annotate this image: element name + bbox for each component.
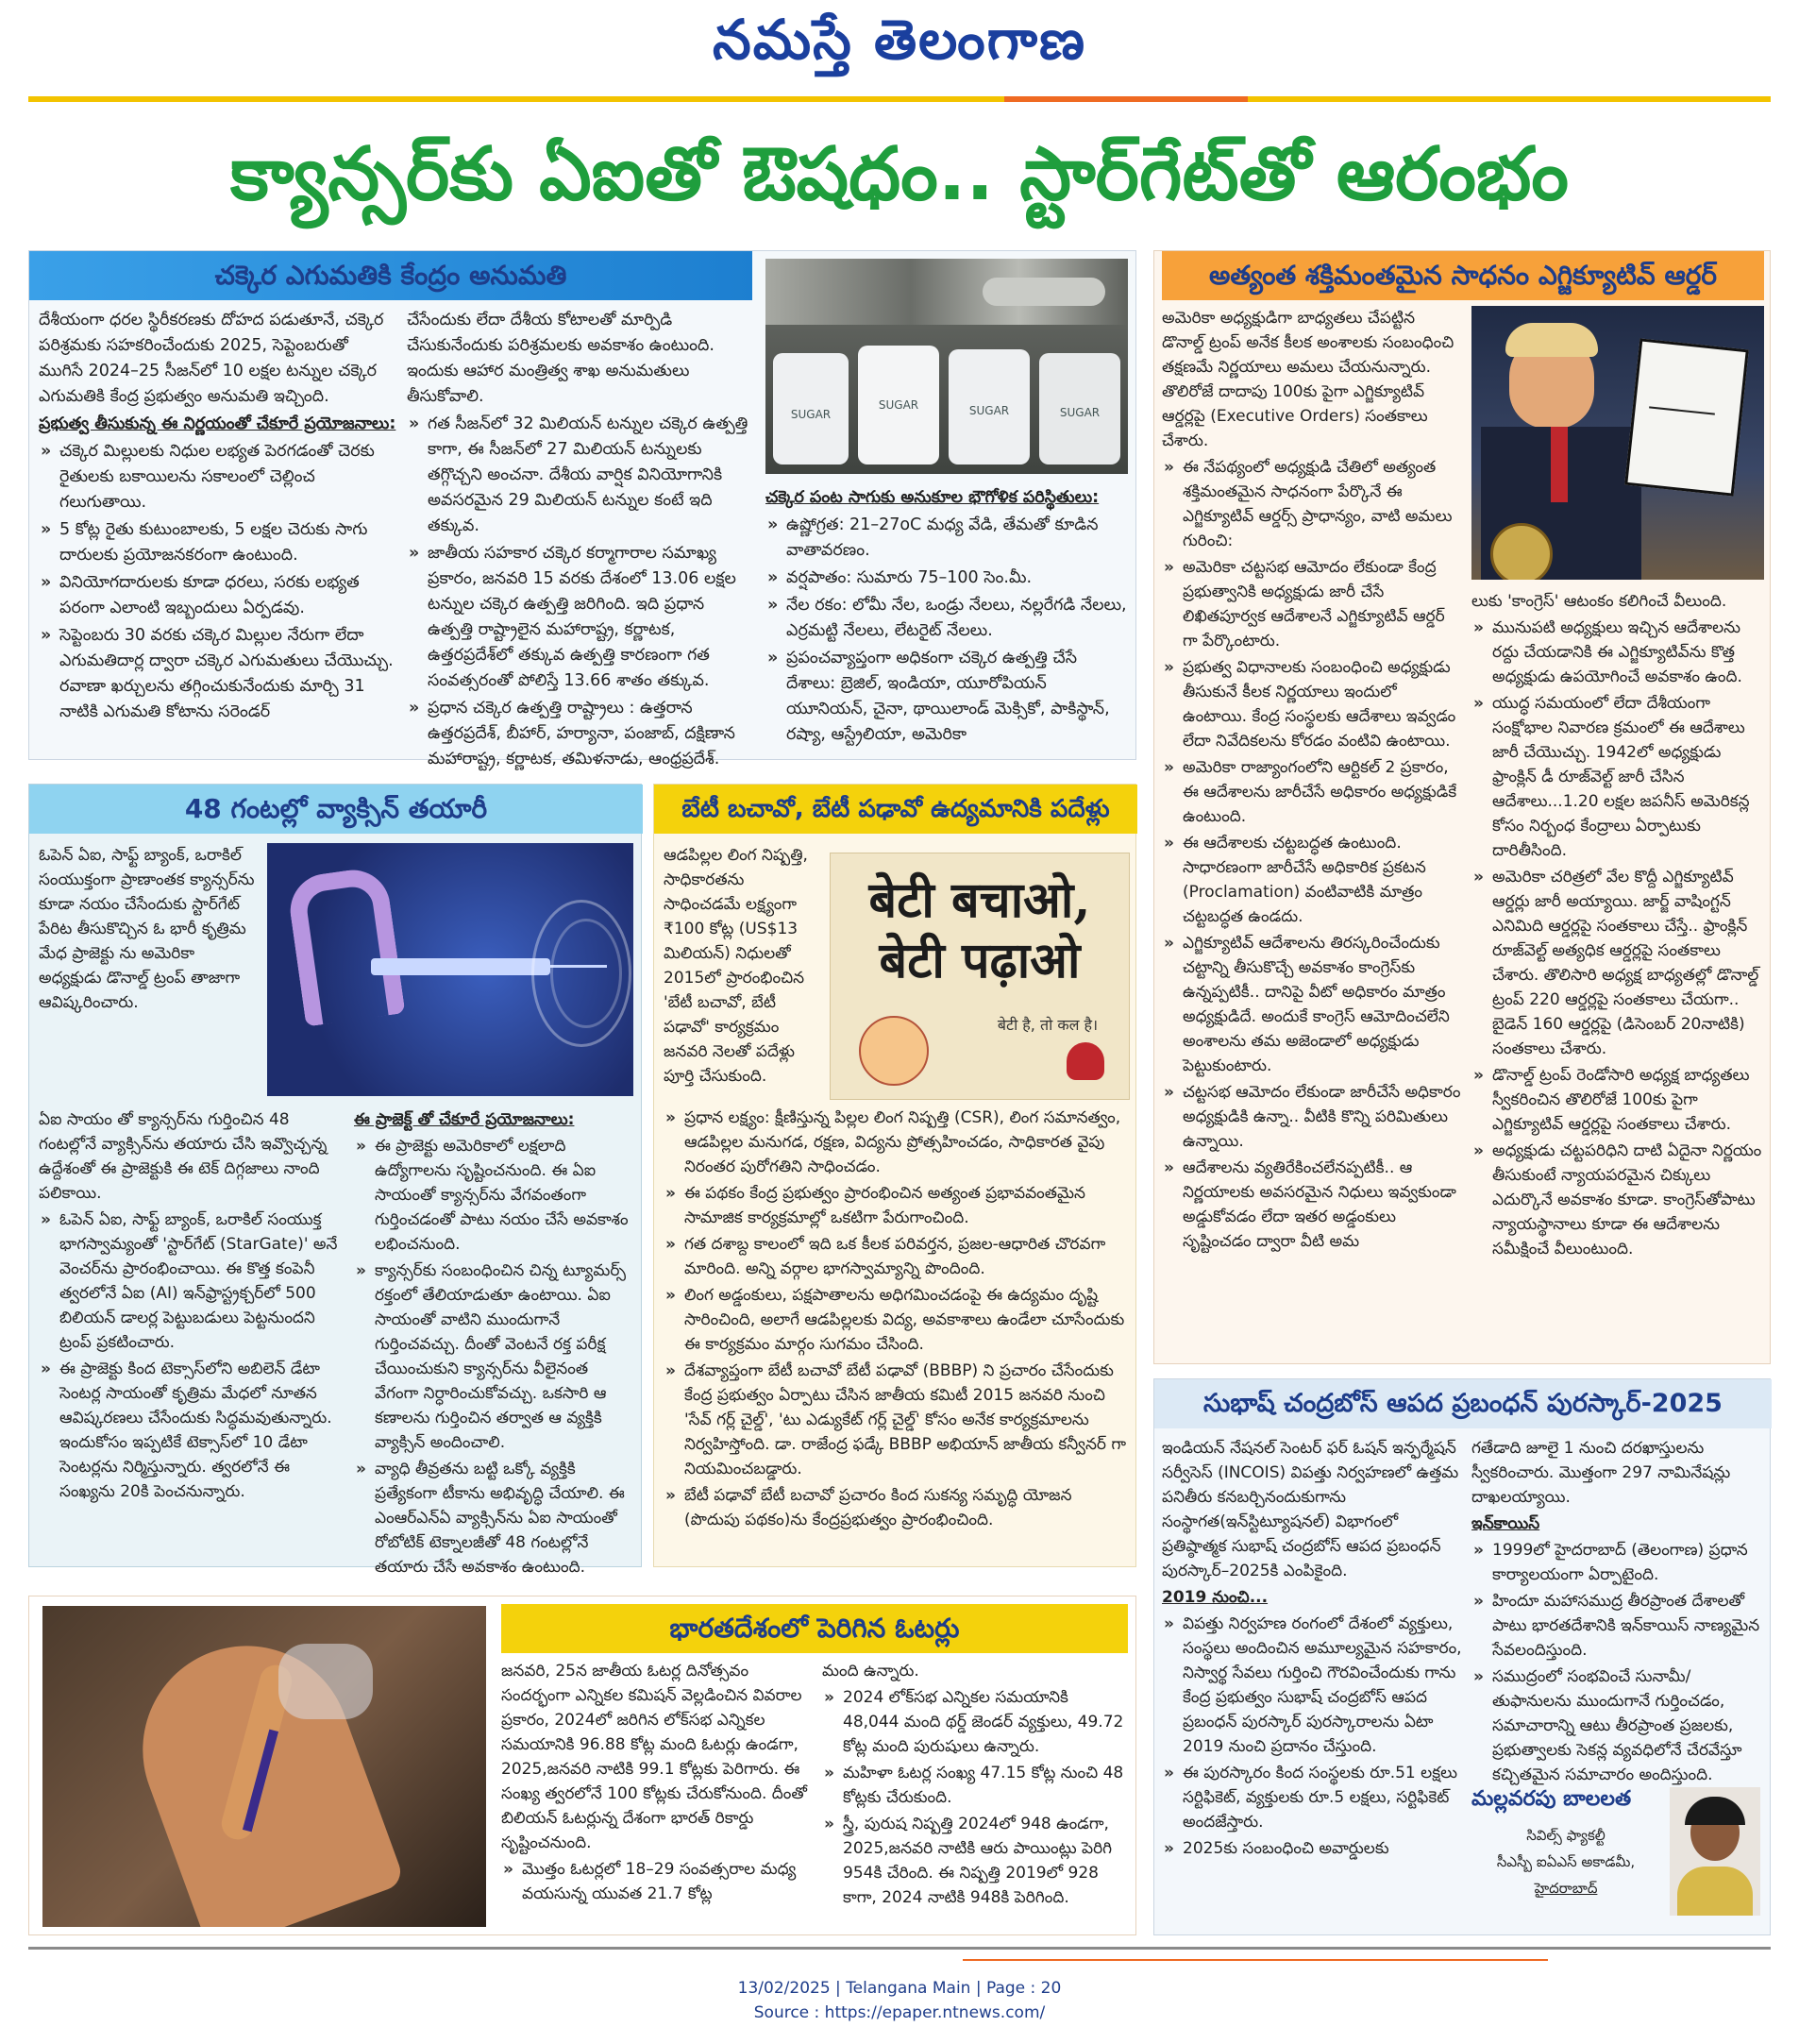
list-item: » ప్రధాన లక్ష్యం: క్షీణిస్తున్న పిల్లల లింగ నిష్పత్తి (CSR), లింగ సమానత్వం, ఆడపిల్లల మనుగడ, రక్షణ, విద్యను ప్రోత్సహించడం, సాధికారత వైపు నిరంతర పురోగతిని సాధించడం. [664,1106,1128,1179]
subhash-award-article [1153,1378,1771,1935]
sugar-article-title: చక్కెర ఎగుమతికి కేంద్రం అనుమతి [29,251,752,300]
beti-bachao-title: బేటీ బచావో, బేటీ పఢావో ఉద్యమానికి పదేళ్లు [654,785,1137,834]
author-institute: సీఎస్బీ ఐఏఎస్ అకాడమీ, [1496,1853,1636,1870]
vaccine-intro: ఓపెన్ ఏఐ, సాఫ్ట్ బ్యాంక్, ఒరాకిల్ సంయుక్తంగా ప్రాణాంతక క్యాన్సర్‌ను కూడా నయం చేసేందుకు స్టార్‌గేట్ పేరిట తీసుకొచ్చిన ఓ భారీ కృత్రిమ మేధ ప్రాజెక్టు ను అమెరికా అధ్యక్షుడు డొనాల్డ్ ట్రంప్ తాజాగా ఆవిష్కరించారు. [39,846,255,1012]
sugar-bag-label: SUGAR [790,408,832,421]
teddy-bear-icon [1067,1042,1104,1080]
list-item: » స్త్రీ, పురుష నిష్పత్తి 2024లో 948 ఉండగా, 2025,జనవరి నాటికి ఆరు పాయింట్లు పెరిగి 954కి చేరింది. ఈ నిష్పత్తి 2019లో 928 కాగా, 2024 నాటికి 948కి పెరిగింది. [822,1812,1128,1910]
list-item: » 5 కోట్ల రైతు కుటుంబాలకు, 5 లక్షల చెరుకు సాగు దారులకు ప్రయోజనకరంగా ఉంటుంది. [39,517,397,568]
list-item: » ఈ పథకం కేంద్ర ప్రభుత్వం ప్రారంభించిన అత్యంత ప్రభావవంతమైన సామాజిక కార్యక్రమాల్లో ఒకటిగా పేరుగాంచింది. [664,1181,1128,1230]
list-item: » ఆదేశాలను వ్యతిరేకించలేనప్పటికీ.. ఆ నిర్ణయాలకు అవసరమైన నిధులు ఇవ్వకుండా అడ్డుకోవడం లేదా ఇతర అడ్డంకులు సృష్టించడం ద్వారా వీటి అమ [1162,1156,1462,1254]
sugar-bag-label: SUGAR [968,404,1010,417]
list-item: » ఈ ప్రాజెక్టు కింద టెక్సాస్‌లోని అబిలెన్ డేటా సెంటర్ల సాయంతో కృత్రిమ మేధలో నూతన ఆవిష్కరణలు చేసేందుకు సిద్ధమవుతున్నారు. ఇందుకోసం ఇప్పటికే టెక్సాస్‌లో 10 డేటా సెంటర్లను నిర్మిస్తున్నారు. త్వరలోనే ఈ సంఖ్యను 20కి పెంచనున్నారు. [39,1357,346,1504]
author-photo [1670,1787,1760,1916]
author-city: హైదరాబాద్ [1534,1880,1598,1897]
voters-col2-intro: మంది ఉన్నారు. [822,1662,919,1681]
vaccine-article-title: 48 గంటల్లో వ్యాక్సిన్ తయారీ [29,785,643,834]
vaccine-column-1b [39,1107,346,1506]
vaccine-article [28,784,642,1577]
voters-article [28,1596,1136,1935]
list-item: » అధ్యక్షుడు చట్టపరిధిని దాటి ఏదైనా నిర్ణయం తీసుకుంటే న్యాయపరమైన చిక్కులు ఎదుర్కొనే అవకాశం కూడా. కాంగ్రెస్‌తోపాటు న్యాయస్థానాలు కూడా ఈ ఆదేశాలను సమీక్షించే వీలుంటుంది. [1471,1139,1764,1261]
sugar-bag-label: SUGAR [1059,406,1101,419]
footer-edition-info: 13/02/2025 | Telangana Main | Page : 20 [737,1979,1062,1998]
presidential-seal-icon [1490,523,1553,580]
list-item: » విపత్తు నిర్వహణ రంగంలో దేశంలో వ్యక్తులు, సంస్థలు అందించిన అమూల్యమైన సహకారం, నిస్వార్థ సేవలు గుర్తించి గౌరవించేందుకు గాను కేంద్ర ప్రభుత్వం సుభాష్ చంద్రబోస్ ఆపద ప్రబంధన్ పురస్కార్ పురస్కారాలను ఏటా 2019 నుంచి ప్రదానం చేస్తుంది. [1162,1612,1462,1759]
page-headline: క్యాన్సర్‌కు ఏఐతో ఔషధం.. స్టార్‌గేట్‌తో ఆరంభం [230,132,1569,217]
sugar-intro: దేశీయంగా ధరల స్థిరీకరణకు దోహద పడుతూనే, చక్కెర పరిశ్రమకు సహకరించేందుకు 2025, సెప్టెంబరుతో ముగిసే 2024–25 సీజన్‌లో 10 లక్షల టన్నుల చక్కెర ఎగుమతికి కేంద్ర ప్రభుత్వం అనుమతి ఇచ్చింది. [39,311,384,406]
author-card [1471,1787,1764,1925]
girl-face-icon [859,1016,929,1086]
list-item: » వర్షపాతం: సుమారు 75–100 సెం.మీ. [765,566,1128,591]
subhash-award-title: సుభాష్ చంద్రబోస్ ఆపద ప్రబంధన్ పురస్కార్-2025 [1154,1379,1772,1428]
author-designation: సివిల్స్ ఫ్యాకల్టీ [1526,1827,1606,1844]
vaccine-text2: ఏఐ సాయం తో క్యాన్సర్‌ను గుర్తించిన 48 గంటల్లోనే వ్యాక్సిన్‌ను తయారు చేసి ఇవ్వొచ్చన్న ఉద్దేశంతో ఈ ప్రాజెక్టుకి ఈ టెక్ దిగ్గజాలు నాంది పలికాయి. [39,1110,328,1203]
list-item: » క్యాన్సర్‌కు సంబంధించిన చిన్న ట్యూమర్స్ రక్తంలో తేలియాడుతూ ఉంటాయి. ఏఐ సాయంతో వాటిని ముందుగానే గుర్తించవచ్చు. దీంతో వెంటనే రక్త పరీక్ష చేయించుకుని క్యాన్సర్‌ను వీలైనంత వేగంగా నిర్ధారించుకోవచ్చు. ఒకసారి ఆ కణాలను గుర్తించిన తర్వాత ఆ వ్యక్తికి వ్యాక్సిన్ అందించాలి. [354,1258,633,1455]
executive-order-title: అత్యంత శక్తిమంతమైన సాధనం ఎగ్జిక్యూటివ్ ఆర్డర్ [1162,251,1764,300]
list-item: » దేశవ్యాప్తంగా బేటీ బచావో బేటీ పఢావో (BBBP) ని ప్రచారం చేసేందుకు కేంద్ర ప్రభుత్వం ఏర్పాటు చేసిన జాతీయ కమిటీ 2015 జనవరి నుంచి 'సేవ్ గర్ల్ చైల్డ్', 'టు ఎడ్యుకేట్ గర్ల్ చైల్డ్' కోసం అనేక కార్యక్రమాలను నిర్వహిస్తోంది. డా. రాజేంద్ర ఫడ్కే BBBP అభియాన్ జాతీయ కన్వీనర్ గా నియమించబడ్డారు. [664,1359,1128,1481]
list-item: » చక్కెర మిల్లులకు నిధుల లభ్యత పెరగడంతో చెరకు రైతులకు బకాయిలను సకాలంలో చెల్లించ గలుగుతాయి. [39,439,397,515]
list-item: » మహిళా ఓటర్ల సంఖ్య 47.15 కోట్ల నుంచి 48 కోట్లకు చేరుకుంది. [822,1761,1128,1810]
sugar-geo-heading: చక్కెర పంట సాగుకు అనుకూల భౌగోళిక పరిస్థితులు: [765,488,1100,507]
incois-heading: ఇన్‌కాయిస్ [1471,1514,1540,1533]
list-item: » అమెరికా చరిత్రలో వేల కొద్దీ ఎగ్జిక్యూటివ్ ఆర్డర్లు జారీ అయ్యాయి. జార్జ్ వాషింగ్టన్ ఎనిమిది ఆర్డర్లపై సంతకాలు చేస్తే.. ఫ్రాంక్లిన్ రూజ్‌వెల్ట్ అత్యధిక ఆర్డర్లపై సంతకాలు చేశారు. తొలిసారి అధ్యక్ష బాధ్యతల్లో డొనాల్డ్ ట్రంప్ 220 ఆర్డర్లపై సంతకాలు చేయగా.. బైడెన్ 160 ఆర్డర్లపై (డిసెంబర్ 20నాటికి) సంతకాలు చేశారు. [1471,865,1764,1061]
sugar-export-article [28,250,1136,769]
footer-source-link[interactable]: Source : https://epaper.ntnews.com/ [753,2003,1046,2022]
list-item: » గత సీజన్‌లో 32 మిలియన్ టన్నుల చక్కెర ఉత్పత్తి కాగా, ఈ సీజన్‌లో 27 మిలియన్ టన్నులకు తగ్గొచ్చని అంచనా. దేశీయ వార్షిక వినియోగానికి అవసరమైన 29 మిలియన్ టన్నుల కంటే ఇది తక్కువ. [407,412,748,539]
subhash-column-2 [1471,1436,1764,1789]
list-item: » గత దశాబ్ద కాలంలో ఇది ఒక కీలక పరివర్తన, ప్రజల-ఆధారిత చొరవగా మారింది. అన్ని వర్గాల భాగస్వామ్యాన్ని పొందింది. [664,1232,1128,1281]
voters-intro: జనవరి, 25న జాతీయ ఓటర్ల దినోత్సవం సందర్భంగా ఎన్నికల కమిషన్ వెల్లడించిన వివరాల ప్రకారం, 2024లో జరిగిన లోక్‌సభ ఎన్నికల సమయానికి 96.88 కోట్ల మంది ఓటర్లు ఉండగా, 2025,జనవరి నాటికి 99.1 కోట్లకు పెరిగారు. ఈ సంఖ్య త్వరలోనే 100 కోట్లకు చేరుకోనుంది. దీంతో బిలియన్ ఓటర్లున్న దేశంగా భారత్ రికార్డు సృష్టించనుంది. [501,1662,808,1852]
poster-tagline: बेटी है, तो कल है। [997,1016,1099,1034]
list-item: » ఓపెన్ ఏఐ, సాఫ్ట్ బ్యాంక్, ఒరాకిల్ సంయుక్త భాగస్వామ్యంతో 'స్టార్‌గేట్ (StarGate)' అనే వెంచర్‌ను ప్రారంభించాయి. ఈ కొత్త కంపెనీ త్వరలోనే ఏఐ (AI) ఇన్‌ఫ్రాస్ట్రక్చర్‌లో 500 బిలియన్ డాలర్ల పెట్టుబడులు పెట్టనుందని ట్రంప్ ప్రకటించారు. [39,1208,346,1355]
footer-accent-line [963,1959,1548,1961]
list-item: » 1999లో హైదరాబాద్ (తెలంగాణ) ప్రధాన కార్యాలయంగా ఏర్పాటైంది. [1471,1538,1764,1587]
beti-bullets-column [664,1106,1128,1534]
sugar-column-2 [407,308,748,774]
newspaper-masthead: నమస్తే తెలంగాణ [713,8,1086,72]
sugar-benefits-heading: ప్రభుత్వ తీసుకున్న ఈ నిర్ణయంతో చేకూరే ప్రయోజనాలు: [39,414,396,433]
list-item: » సెప్టెంబరు 30 వరకు చక్కెర మిల్లుల నేరుగా లేదా ఎగుమతిదార్ల ద్వారా చక్కెర ఎగుమతులు చేయొచ్చు. రవాణా ఖర్చులను తగ్గించుకునేందుకు మార్చి 31 నాటికి ఎగుమతి కోటాను సరెండర్ [39,623,397,725]
masthead-divider [28,96,1771,102]
sugar-geography-column [765,485,1128,750]
subhash-intro: ఇండియన్ నేషనల్ సెంటర్ ఫర్ ఓషన్ ఇన్ఫర్మేషన్ సర్వీసెస్ (INCOIS) విపత్తు నిర్వహణలో ఉత్తమ పనితీరు కనబర్చినందుకుగాను సంస్థాగత(ఇన్‌స్టిట్యూషనల్) విభాగంలో ప్రతిష్ఠాత్మక సుభాష్ చంద్రబోస్ ఆపద ప్రబంధన్ పురస్కార్–2025కి ఎంపికైంది. [1162,1439,1459,1580]
beti-bachao-poster [830,853,1130,1100]
subhash-col2-intro: గతేడాది జూలై 1 నుంచి దరఖాస్తులను స్వీకరించారు. మొత్తంగా 297 నామినేషన్లు దాఖలయ్యాయి. [1471,1439,1731,1507]
vaccine-column-1 [39,843,261,1017]
inked-finger-photo [42,1606,486,1927]
list-item: » మొత్తం ఓటర్లలో 18–29 సంవత్సరాల మధ్య వయసున్న యువత 21.7 కోట్ల [501,1857,813,1906]
subhash-since-heading: 2019 నుంచి... [1162,1588,1269,1607]
list-item: » వినియోగదారులకు కూడా ధరలు, సరకు లభ్యత పరంగా ఎలాంటి ఇబ్బందులు ఏర్పడవు. [39,570,397,621]
voters-column-1 [501,1659,813,1908]
list-item: » ఎగ్జిక్యూటివ్ ఆదేశాలను తిరస్కరించేందుకు చట్టాన్ని తీసుకొచ్చే అవకాశం కాంగ్రెస్‌కు ఉన్నప్పటికీ.. దానిపై వీటో అధికారం మాత్రం అధ్యక్షుడిదే. అందుకే కాంగ్రెస్ ఆమోదించలేని అంశాలను తమ అజెండాలో అధ్యక్షుడు పెట్టుకుంటారు. [1162,931,1462,1078]
beti-bachao-article [653,784,1136,1567]
list-item: » 2024 లోక్‌సభ ఎన్నికల సమయానికి 48,044 మంది థర్డ్ జెండర్ వ్యక్తులు, 49.72 కోట్ల మంది పురుషులు ఉన్నారు. [822,1685,1128,1759]
executive-order-column-2 [1471,589,1764,1263]
list-item: » ఈ పురస్కారం కింద సంస్థలకు రూ.51 లక్షలు సర్టిఫికెట్, వ్యక్తులకు రూ.5 లక్షలు, సర్టిఫికెట్ అందజేస్తారు. [1162,1761,1462,1834]
list-item: » ఉష్ణోగ్రత: 21–27oC మధ్య వేడి, తేమతో కూడిన వాతావరణం. [765,513,1128,564]
list-item: » ప్రధాన చక్కెర ఉత్పత్తి రాష్ట్రాలు : ఉత్తరాన ఉత్తరప్రదేశ్, బీహార్, హర్యానా, పంజాబ్, దక్షిణాన మహారాష్ట్ర, కర్ణాటక, తమిళనాడు, ఆంధ్రప్రదేశ్. [407,696,748,772]
list-item: » ఈ నేపథ్యంలో అధ్యక్షుడి చేతిలో అత్యంత శక్తిమంతమైన సాధనంగా పేర్కొనే ఈ ఎగ్జిక్యూటివ్ ఆర్డర్స్ ప్రాధాన్యం, వాటి అమలు గురించి: [1162,455,1462,553]
sugar-column-1 [39,308,397,727]
cancer-vaccine-illustration [267,843,633,1096]
list-item: » అమెరికా చట్టసభ ఆమోదం లేకుండా కేంద్ర ప్రభుత్వానికి అధ్యక్షుడు జారీ చేసే లిఖితపూర్వక ఆదేశాలనే ఎగ్జిక్యూటివ్ ఆర్డర్ గా పేర్కొంటారు. [1162,555,1462,653]
list-item: » వ్యాధి తీవ్రతను బట్టి ఒక్కో వ్యక్తికి ప్రత్యేకంగా టీకాను అభివృద్ధి చేయాలి. ఈ ఎంఆర్‌ఎన్ఏ వ్యాక్సిన్‌ను ఏఐ సాయంతో రోబోటిక్ టెక్నాలజీతో 48 గంటల్లోనే తయారు చేసే అవకాశం ఉంటుంది. [354,1457,633,1579]
sugar-bags-photo [765,259,1128,474]
beti-intro: ఆడపిల్లల లింగ నిష్పత్తి, సాధికారతను సాధించడమే లక్ష్యంగా ₹100 కోట్ల (US$13 మిలియన్) నిధులతో 2015లో ప్రారంభించిన 'బేటీ బచావో, బేటీ పఢావో' కార్యక్రమం జనవరి నెలతో పదేళ్లు పూర్తి చేసుకుంది. [664,846,808,1086]
list-item: » బేటీ పఢావో బేటీ బచావో ప్రచారం కింద సుకన్య సమృద్ధి యోజన (పొదుపు పథకం)ను కేంద్రప్రభుత్వం ప్రారంభించింది. [664,1483,1128,1532]
president-signing-photo [1471,306,1764,580]
sugar-col2-intro: చేసేందుకు లేదా దేశీయ కోటాలతో మార్పిడి చేసుకునేందుకు పరిశ్రమలకు అవకాశం ఉంటుంది. ఇందుకు ఆహార మంత్రిత్వ శాఖ అనుమతులు తీసుకోవాలి. [407,311,715,406]
list-item: » 2025కు సంబంధించి అవార్డులకు [1162,1836,1462,1861]
poster-line-2: बेटी पढ़ाओ [879,932,1081,989]
voters-title: భారతదేశంలో పెరిగిన ఓటర్లు [501,1604,1128,1653]
awareness-ribbon-icon [286,865,406,1026]
sugar-bag-label: SUGAR [878,398,919,412]
beti-intro-column [664,843,822,1090]
list-item: » నేల రకం: లోమీ నేల, ఒండ్రు నేలలు, నల్లరేగడి నేలలు, ఎర్రమట్టి నేలలు, లేటరైట్ నేలలు. [765,593,1128,644]
syringe-icon [371,958,550,975]
list-item: » జాతీయ సహకార చక్కెర కర్మాగారాల సమాఖ్య ప్రకారం, జనవరి 15 వరకు దేశంలో 13.06 లక్షల టన్నుల చక్కెర ఉత్పత్తి జరిగింది. ఇది ప్రధాన ఉత్పత్తి రాష్ట్రాలైన మహారాష్ట్ర, కర్ణాటక, ఉత్తరప్రదేశ్‌లో తక్కువ ఉత్పత్తి కారణంగా గత సంవత్సరంతో పోలిస్తే 13.66 శాతం తక్కువ. [407,541,748,694]
vaccine-benefits-heading: ఈ ప్రాజెక్ట్ తో చేకూరే ప్రయోజనాలు: [354,1110,575,1129]
list-item: » లింగ అడ్డంకులు, పక్షపాతాలను అధిగమించడంపై ఈ ఉద్యమం దృష్టి సారించింది, అలాగే ఆడపిల్లలకు విద్య, అవకాశాలు ఉండేలా చూసేందుకు ఈ కార్యక్రమం మార్గం సుగమం చేసింది. [664,1283,1128,1357]
footer-divider [28,1947,1771,1950]
list-item: » యుద్ధ సమయంలో లేదా దేశీయంగా సంక్షోభాల నివారణ క్రమంలో ఈ ఆదేశాలు జారీ చేయొచ్చు. 1942లో అధ్యక్షుడు ఫ్రాంక్లిన్ డీ రూజ్‌వెల్ట్ జారీ చేసిన ఆదేశాలు...1.20 లక్షల జపనీస్ అమెరికన్ల కోసం నిర్బంధ కేంద్రాలు ఏర్పాటుకు దారితీసింది. [1471,691,1764,863]
list-item: » డొనాల్డ్ ట్రంప్ రెండోసారి అధ్యక్ష బాధ్యతలు స్వీకరించిన తొలిరోజే 100కు పైగా ఎగ్జిక్యూటివ్ ఆర్డర్లపై సంతకాలు చేశారు. [1471,1063,1764,1137]
list-item: » ఈ ఆదేశాలకు చట్టబద్ధత ఉంటుంది. సాధారణంగా జారీచేసే అధికారిక ప్రకటన (Proclamation) వంటివాటికి మాత్రం చట్టబద్ధత ఉండదు. [1162,831,1462,929]
vaccine-column-2 [354,1107,633,1581]
exec-col2-intro: లుకు 'కాంగ్రెస్' ఆటంకం కలిగించే వీలుంది. [1471,592,1727,611]
poster-line-1: बेटी बचाओ, [868,871,1091,929]
list-item: » చట్టసభ ఆమోదం లేకుండా జారీచేసే అధికారం అధ్యక్షుడికి ఉన్నా.. వీటికి కొన్ని పరిమితులు ఉన్నాయి. [1162,1080,1462,1154]
list-item: » మునుపటి అధ్యక్షులు ఇచ్చిన ఆదేశాలను రద్దు చేయడానికి ఈ ఎగ్జిక్యూటివ్‌ను కొత్త అధ్యక్షుడు ఉపయోగించే అవకాశం ఉంది. [1471,616,1764,689]
list-item: » అమెరికా రాజ్యాంగంలోని ఆర్టికల్ 2 ప్రకారం, ఈ ఆదేశాలను జారీచేసే అధికారం అధ్యక్షుడికే ఉంటుంది. [1162,755,1462,829]
list-item: » ప్రపంచవ్యాప్తంగా అధికంగా చక్కెర ఉత్పత్తి చేసే దేశాలు: బ్రెజిల్, ఇండియా, యూరోపియన్ యూనియన్, చైనా, థాయిలాండ్ మెక్సికో, పాకిస్థాన్, రష్యా, ఆస్ట్రేలియా, అమెరికా [765,646,1128,748]
list-item: » సముద్రంలో సంభవించే సునామీ/తుఫానులను ముందుగానే గుర్తించడం, సమాచారాన్ని ఆటు తీరప్రాంత ప్రజలకు, ప్రభుత్వాలకు సెకన్ల వ్యవధిలోనే చేరవేస్తూ కచ్చితమైన సమాచారం అందిస్తుంది. [1471,1664,1764,1787]
list-item: » ఈ ప్రాజెక్టు అమెరికాలో లక్షలాది ఉద్యోగాలను సృష్టించనుంది. ఈ ఏఐ సాయంతో క్యాన్సర్‌ను వేగవంతంగా గుర్తించడంతో పాటు నయం చేసే అవకాశం లభించనుంది. [354,1134,633,1257]
executive-order-article [1153,250,1771,1364]
list-item: » ప్రభుత్వ విధానాలకు సంబంధించి అధ్యక్షుడు తీసుకునే కీలక నిర్ణయాలు ఇందులో ఉంటాయి. కేంద్ర సంస్థలకు ఆదేశాలు ఇవ్వడం లేదా నివేదికలను కోరడం వంటివి ఉంటాయి. [1162,655,1462,753]
subhash-column-1 [1162,1436,1462,1863]
executive-order-column-1 [1162,306,1462,1256]
list-item: » హిందూ మహాసముద్ర తీరప్రాంత దేశాలతో పాటు భారతదేశానికి ఇన్‌కాయిస్ నాణ్యమైన సేవలందిస్తుంది. [1471,1589,1764,1663]
author-name: మల్లవరపు బాలలత [1471,1787,1632,1811]
voters-column-2 [822,1659,1128,1912]
exec-intro: అమెరికా అధ్యక్షుడిగా బాధ్యతలు చేపట్టిన డొనాల్డ్ ట్రంప్ అనేక కీలక అంశాలకు సంబంధించి తక్షణమే నిర్ణయాలు అమలు చేయనున్నారు. తొలిరోజే దాదాపు 100కు పైగా ఎగ్జిక్యూటివ్ ఆర్డర్లపై (Executive Orders) సంతకాలు చేశారు. [1162,309,1454,450]
